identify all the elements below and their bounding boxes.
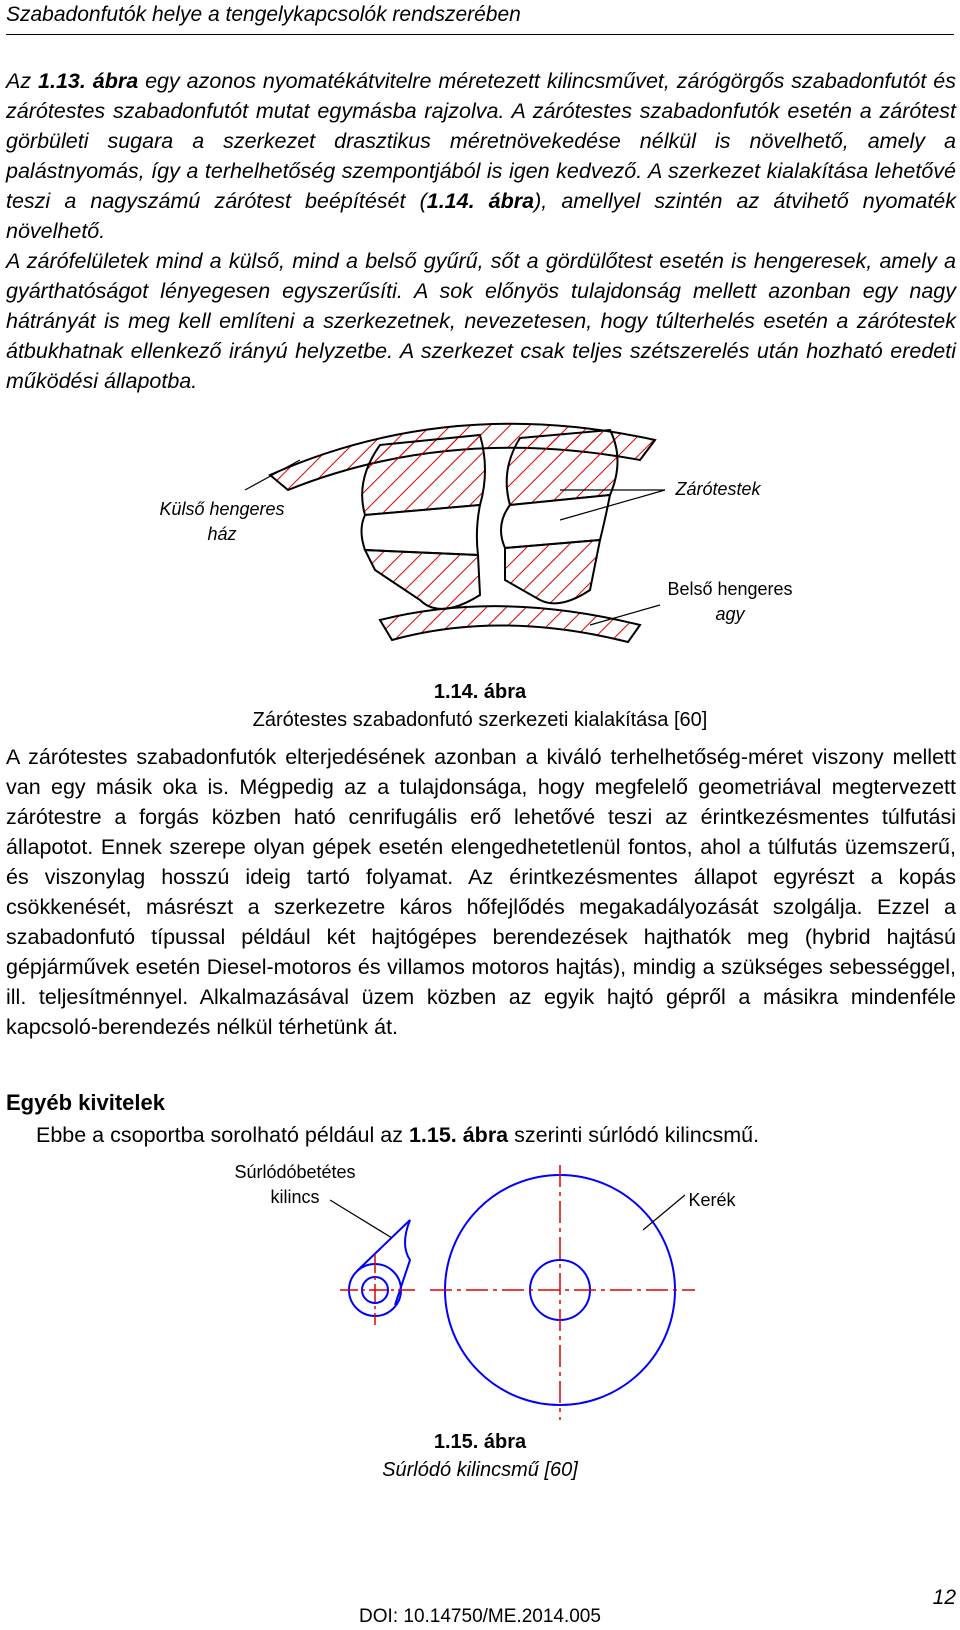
doi-footer: DOI: 10.14750/ME.2014.005 (359, 1606, 601, 1627)
label-pawl-2: kilincs (270, 1187, 320, 1207)
label-wheel: Kerék (688, 1190, 736, 1210)
section-intro (36, 1120, 956, 1150)
running-header-title: Szabadonfutók helye a tengelykapcsolók rendszerében (6, 3, 521, 26)
paragraph-3: A zárótestes szabadonfutók elterjedésének azonban a kiváló terhelhetőség-méret viszony mellett van egy másik oka is. Mégpedig az a tulajdonsága, hogy megfelelő geometriával megtervezett zárótestre a forgás közben ható cenrifugális erő lehetővé teszi az érintkezésmentes túlfutási állapotot. Ennek szerepe olyan gépek esetén elengedhetetlenül fontos, ahol a túlfutás üzemszerű, és viszonylag hosszú ideig tartó folyamat. Az érintkezésmentes állapot egyrészt a kopás csökkenését, másrészt a szerkezetre káros hőfejlődés megakadályozását szolgálja. Ezzel a szabadonfutó típussal például két hajtógépes berendezések hajthatók meg (hybrid hajtású gépjárművek esetén Diesel-motoros és villamos motoros hajtás), mindig a szükséges sebességgel, ill. teljesítménnyel. Alkalmazásával üzem közben az egyik hajtó gépről a másikra mindenféle kapcsoló-berendezés nélkül térhetünk át. (6, 745, 956, 1039)
paragraph-1 (6, 66, 956, 246)
label-inner-hub-2: agy (715, 604, 745, 624)
figure-1-14-caption (0, 678, 960, 734)
paragraph-2: A zárófelületek mind a külső, mind a belső gyűrű, sőt a gördülőtest esetén is hengeresek, amely a gyárthatóságot lényegesen egyszerűsíti. A sok előnyös tulajdonság mellett azonban egy nagy hátrányát is meg kell említeni a szerkezetnek, nevezetesen, hogy túlterhelés esetén a zárótestek átbukhatnak ellenkező irányú helyzetbe. A szerkezet csak teljes szétszerelés után hozható eredeti működési állapotba. (6, 249, 956, 393)
section-intro-text-a: Ebbe a csoportba sorolható például az (36, 1123, 409, 1147)
friction-pawl-figure (0, 1160, 960, 1450)
label-sprags: Zárótestek (675, 479, 761, 499)
sprag-clutch-figure (0, 420, 960, 660)
figure-1-15-number: 1.15. ábra (433, 1431, 527, 1453)
figure-1-15-caption (0, 1428, 960, 1484)
page-number: 12 (932, 1586, 956, 1609)
paragraph-1-text-b: egy azonos nyomatékátvitelre méretezett kilincsművet, zárógörgős szabadonfutót és zárótestes szabadonfutót mutat egymásba rajzolva. A zárótestes szabadonfutók esetén a zárótest görbületi sugara a szerkezet drasztikus méretnövekedése nélkül is növelhető, amely a palástnyomás, így a terhelhetőség szempontjából is igen kedvező. A szerkezet kialakítása lehetővé teszi a nagyszámú zárótest beépítését ( (6, 69, 956, 213)
inner-hub-ring (380, 606, 640, 642)
paragraph-1-text-c: ), amellyel szintén az átvihető nyomaték növelhető. (6, 189, 956, 243)
figure-ref-1-14: 1.14. ábra (426, 189, 535, 213)
sprag-2 (507, 430, 618, 505)
figure-1-14-number: 1.14. ábra (433, 681, 527, 703)
label-outer-housing-1: Külső hengeres (159, 499, 285, 519)
sprag-1-foot (365, 550, 480, 609)
leader-pawl (330, 1200, 392, 1238)
sprag-2-foot (505, 540, 600, 603)
paragraph-1-text-a: Az (6, 69, 39, 93)
leader-wheel (643, 1195, 685, 1230)
label-inner-hub-1: Belső hengeres (667, 579, 793, 599)
running-header (6, 0, 954, 35)
sprag-1 (362, 435, 485, 515)
label-outer-housing-2: ház (207, 524, 237, 544)
figure-1-15-title: Súrlódó kilincsmű [60] (382, 1459, 578, 1481)
figure-ref-1-13: 1.13. ábra (38, 69, 139, 93)
section-heading: Egyéb kivitelek (6, 1090, 165, 1115)
figure-ref-1-15: 1.15. ábra (408, 1123, 509, 1147)
section-intro-text-b: szerinti súrlódó kilincsmű. (508, 1123, 760, 1147)
label-pawl-1: Súrlódóbetétes (234, 1162, 356, 1182)
figure-1-14-title: Zárótestes szabadonfutó szerkezeti kialakítása [60] (252, 709, 708, 731)
